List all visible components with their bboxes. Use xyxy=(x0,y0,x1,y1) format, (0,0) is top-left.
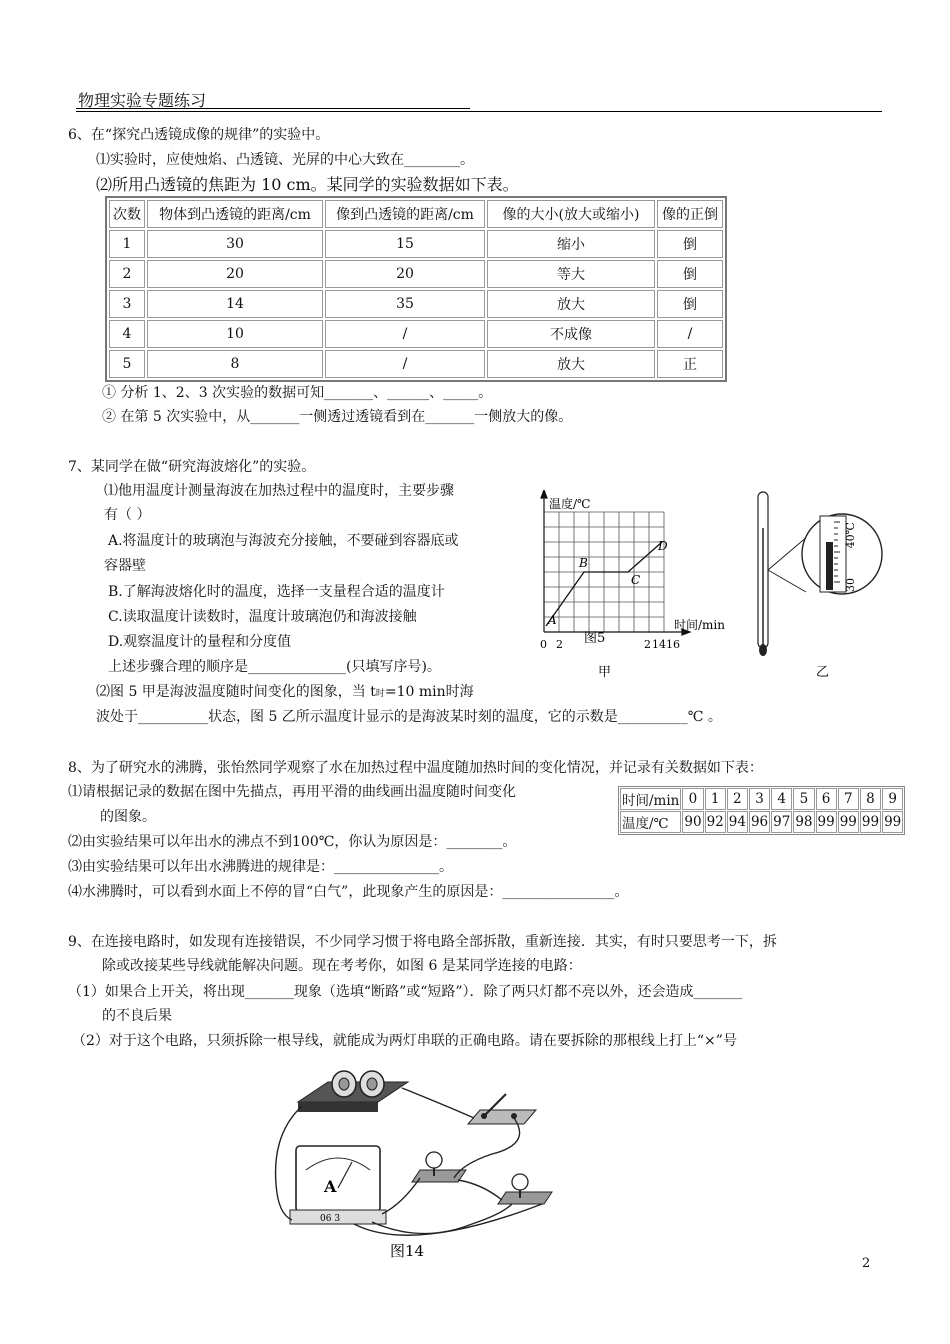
table-cell: 6 xyxy=(816,788,837,810)
table-cell: 14 xyxy=(147,290,323,318)
q9-part1-line1: （1）如果合上开关，将出现_______现象（选填“断路”或“短路”）．除了两只灯都不亮以外，还会造成_______ xyxy=(68,984,743,1000)
table-cell: / xyxy=(325,350,485,378)
q8-part1-line1: ⑴请根据记录的数据在图中先描点，再用平滑的曲线画出温度随时间变化 xyxy=(68,784,516,800)
table-cell: 4 xyxy=(771,788,792,810)
table-cell: 2 xyxy=(727,788,748,810)
point-label-c: C xyxy=(631,573,641,587)
table-header-cell: 物体到凸透镜的距离/cm xyxy=(147,200,323,228)
table-cell: 等大 xyxy=(487,260,655,288)
table-cell: 94 xyxy=(727,811,748,833)
table-cell: / xyxy=(657,320,723,348)
table-cell: 97 xyxy=(771,811,792,833)
point-label-b: B xyxy=(579,556,588,570)
caption-yi: 乙 xyxy=(816,665,830,680)
header-underline xyxy=(76,108,470,109)
q7-option-a-cont: 容器壁 xyxy=(104,558,146,574)
table-cell: 放大 xyxy=(487,350,655,378)
caption-jia: 甲 xyxy=(598,665,612,680)
table-cell: 8 xyxy=(147,350,323,378)
table-row-label: 温度/℃ xyxy=(620,811,681,833)
q6-part2: ⑵所用凸透镜的焦距为 10 cm。某同学的实验数据如下表。 xyxy=(96,175,519,194)
table-cell: 30 xyxy=(147,230,323,258)
table-cell: 96 xyxy=(749,811,770,833)
q6-answer1: ① 分析 1、2、3 次实验的数据可知_______、______、_____。 xyxy=(102,385,493,401)
q9-title-line1: 9、在连接电路时，如发现有连接错误，不少同学习惯于将电路全部拆散，重新连接．其实，有时只要思考一下，拆 xyxy=(68,934,777,950)
x-tick-14: 14 xyxy=(652,638,666,651)
table-header-cell: 像到凸透镜的距离/cm xyxy=(325,200,485,228)
header-rule xyxy=(76,111,882,112)
q9-title-line2: 除或改接某些导线就能解决问题。现在考考你，如图 6 是某同学连接的电路： xyxy=(102,958,582,974)
q8-part1-line2: 的图象。 xyxy=(100,809,156,825)
q7-option-b: B.了解海波熔化时的温度，选择一支量程合适的温度计 xyxy=(108,584,445,600)
table-cell: 正 xyxy=(657,350,723,378)
y-axis-label: 温度/℃ xyxy=(549,497,591,511)
table-header-cell: 次数 xyxy=(109,200,145,228)
thermometer-bulb xyxy=(759,644,767,656)
thermometer-figure xyxy=(740,488,890,688)
q7-option-c: C.读取温度计读数时，温度计玻璃泡仍和海波接触 xyxy=(108,609,417,625)
table-cell: 99 xyxy=(882,811,903,833)
table-cell: 90 xyxy=(682,811,703,833)
circuit-figure xyxy=(262,1054,562,1264)
table-cell: 不成像 xyxy=(487,320,655,348)
table-cell: 2 xyxy=(109,260,145,288)
mercury-column xyxy=(826,542,833,590)
circuit-caption: 图14 xyxy=(390,1242,425,1260)
q8-title: 8、为了研究水的沸腾，张怡然同学观察了水在加热过程中温度随加热时间的变化情况，并记录有关数据如下表： xyxy=(68,760,763,776)
table-cell: 3 xyxy=(109,290,145,318)
q8-part4: ⑷水沸腾时，可以看到水面上不停的冒“白气”，此现象产生的原因是：________________。 xyxy=(68,884,629,900)
table-cell: 5 xyxy=(793,788,814,810)
point-label-d: D xyxy=(658,539,668,553)
table-cell: 缩小 xyxy=(487,230,655,258)
table-cell: / xyxy=(325,320,485,348)
ammeter-letter: A xyxy=(324,1177,337,1196)
q7-option-a: A.将温度计的玻璃泡与海波充分接触，不要碰到容器底或 xyxy=(108,533,459,549)
table-header-row xyxy=(109,200,723,228)
ammeter-icon xyxy=(290,1146,386,1224)
q6-answer2: ② 在第 5 次实验中，从_______一侧透过透镜看到在_______一侧放大的像。 xyxy=(102,409,573,425)
table-cell: 4 xyxy=(109,320,145,348)
table-row xyxy=(109,350,723,378)
table-cell: 放大 xyxy=(487,290,655,318)
q8-part3: ⑶由实验结果可以年出水沸腾进的规律是：_______________。 xyxy=(68,859,453,875)
q9-part1-line2: 的不良后果 xyxy=(102,1008,172,1024)
q9-part2: （2）对于这个电路，只须拆除一根导线，就能成为两灯串联的正确电路。请在要拆除的那根线上打上“×”号 xyxy=(72,1033,737,1049)
table-cell: 98 xyxy=(793,811,814,833)
scale-label-40: 40℃ xyxy=(844,522,857,549)
table-row xyxy=(109,260,723,288)
q6-title: 6、在“探究凸透镜成像的规律”的实验中。 xyxy=(68,127,330,143)
q7-part2-post: =10 min时海 xyxy=(384,684,474,700)
boiling-data-table xyxy=(618,786,905,835)
x-tick-2: 2 xyxy=(556,638,563,651)
table-row xyxy=(620,811,903,833)
table-cell: 10 xyxy=(147,320,323,348)
q7-part1-line1: ⑴他用温度计测量海波在加热过程中的温度时，主要步骤 xyxy=(104,483,454,499)
q7-part2-line2: 波处于__________状态，图 5 乙所示温度计显示的是海波某时刻的温度，它的示数是__________℃ 。 xyxy=(96,709,722,725)
table-cell: 99 xyxy=(838,811,859,833)
scale-label-30: 30 xyxy=(844,578,857,592)
table-row-label: 时间/min xyxy=(620,788,681,810)
q7-order: 上述步骤合理的顺序是______________(只填写序号)。 xyxy=(108,659,441,675)
lamp-icon xyxy=(412,1152,466,1182)
page-number: 2 xyxy=(862,1256,871,1271)
table-cell: 35 xyxy=(325,290,485,318)
table-cell: 1 xyxy=(109,230,145,258)
table-cell: 倒 xyxy=(657,230,723,258)
q7-part2-pre: ⑵图 5 甲是海波温度随时间变化的图象，当 t xyxy=(96,684,376,700)
table-cell: 20 xyxy=(147,260,323,288)
page-header-title: 物理实验专题练习 xyxy=(78,91,207,110)
q7-title: 7、某同学在做“研究海波熔化”的实验。 xyxy=(68,459,316,475)
switch-icon xyxy=(468,1094,536,1124)
q6-part1: ⑴实验时，应使烛焰、凸透镜、光屏的中心大致在________。 xyxy=(96,152,474,168)
x-tick-0: 0 xyxy=(540,638,547,651)
melting-graph xyxy=(536,490,740,688)
table-row xyxy=(620,788,903,810)
q8-part2: ⑵由实验结果可以年出水的沸点不到100℃，你认为原因是：________。 xyxy=(68,834,517,850)
table-header-cell: 像的正倒 xyxy=(657,200,723,228)
table-cell: 7 xyxy=(838,788,859,810)
lens-data-table xyxy=(105,196,727,382)
q7-part1-line2: 有（ ） xyxy=(104,507,151,523)
table-cell: 0 xyxy=(682,788,703,810)
point-label-a: A xyxy=(548,613,557,627)
table-row xyxy=(109,320,723,348)
table-cell: 倒 xyxy=(657,290,723,318)
table-cell: 9 xyxy=(882,788,903,810)
callout-line-bottom xyxy=(768,570,806,592)
table-row xyxy=(109,230,723,258)
table-cell: 8 xyxy=(860,788,881,810)
table-cell: 1 xyxy=(705,788,726,810)
table-cell: 15 xyxy=(325,230,485,258)
table-cell: 99 xyxy=(860,811,881,833)
x-tick-extra: 2 xyxy=(644,638,651,651)
figure-label: 图5 xyxy=(584,631,606,646)
q7-option-d: D.观察温度计的量程和分度值 xyxy=(108,634,292,650)
x-axis-label: 时间/min xyxy=(674,618,725,632)
table-row xyxy=(109,290,723,318)
battery-icon xyxy=(298,1071,408,1112)
lamp-icon xyxy=(498,1174,552,1204)
table-header-cell: 像的大小(放大或缩小) xyxy=(487,200,655,228)
table-cell: 倒 xyxy=(657,260,723,288)
ammeter-scale: 06 3 xyxy=(320,1214,341,1224)
table-cell: 5 xyxy=(109,350,145,378)
x-tick-16: 16 xyxy=(666,638,680,651)
table-cell: 99 xyxy=(816,811,837,833)
table-cell: 3 xyxy=(749,788,770,810)
table-cell: 92 xyxy=(705,811,726,833)
table-cell: 20 xyxy=(325,260,485,288)
q7-part2-subscript: 时 xyxy=(375,689,385,699)
q7-part2-line1 xyxy=(96,681,474,701)
